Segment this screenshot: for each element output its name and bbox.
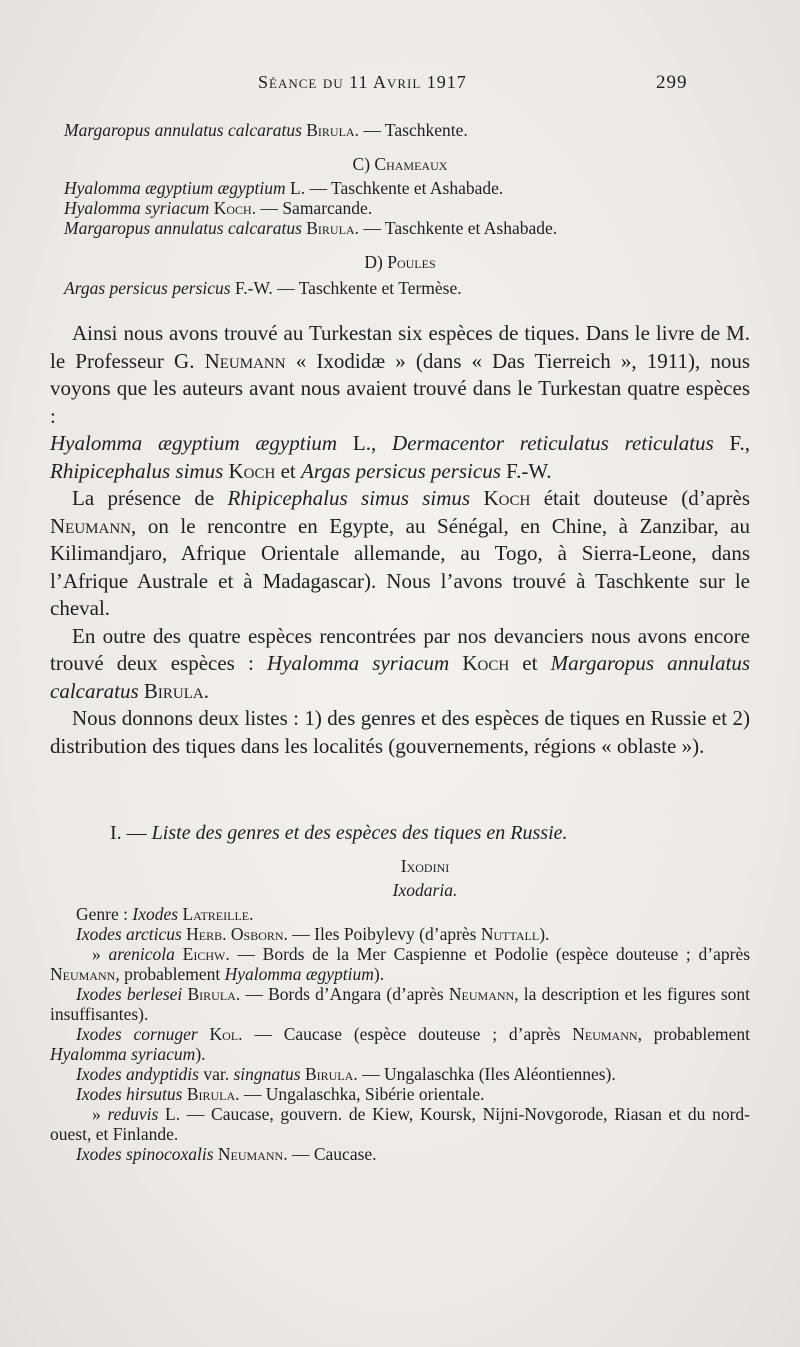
section-title: I. — Liste des genres et des espèces des tiques en Russie. [110, 822, 568, 844]
list-item: Ixodes hirsutus Birula. — Ungalaschka, Sibérie orientale. [76, 1084, 485, 1104]
list-item: Ixodes andyptidis var. singnatus Birula. — Ungalaschka (Iles Aléontiennes). [76, 1064, 616, 1084]
running-head [258, 72, 758, 93]
paragraph-1: Ainsi nous avons trouvé au Turkestan six espèces de tiques. Dans le livre de M. le Professeur G. Neumann « Ixodidæ » (dans « Das Tierreich », 1911), nous voyons que les auteurs avant nous avaient trouvé dans le Turkestan quatre espèces : Hyalomma ægyptium ægyptium L., Dermacentor reticulatus reticulatus F., Rhipicephalus simus Koch et Argas persicus persicus F.-W. [50, 321, 751, 483]
host-list-block [50, 120, 750, 298]
list-item: Hyalomma syriacum Koch. — Samarcande. [64, 198, 373, 218]
tribe-heading: Ixodini Ixodaria. [392, 856, 458, 900]
list-item: Ixodes cornuger Kol. — Caucase (espèce douteuse ; d’après Neumann, probablement Hyalomma syriacum). [50, 1024, 750, 1064]
list-item: Hyalomma ægyptium ægyptium L. — Taschkente et Ashabade. [64, 178, 504, 198]
list-item: Margaropus annulatus calcaratus Birula. — Taschkente et Ashabade. [64, 218, 558, 238]
paragraph-4: Nous donnons deux listes : 1) des genres et des espèces de tiques en Russie et 2) distribution des tiques dans les localités (gouvernements, régions « oblaste »). [50, 706, 750, 758]
running-title: Séance du 11 Avril 1917 [258, 72, 467, 92]
section-heading-c: C) Chameaux [352, 154, 448, 174]
list-item: Argas persicus persicus F.-W. — Taschkente et Termèse. [64, 278, 462, 298]
list-item: Margaropus annulatus calcaratus Birula. — Taschkente. [64, 120, 468, 140]
list-item: Ixodes berlesei Birula. — Bords d’Angara (d’après Neumann, la description et les figures sont insuffisantes). [50, 984, 751, 1024]
list-item: » reduvis L. — Caucase, gouvern. de Kiew, Koursk, Nijni-Novgorode, Riasan et du nord-ouest, et Finlande. [50, 1104, 750, 1144]
body-text [50, 320, 750, 760]
paragraph-2: La présence de Rhipicephalus simus simus Koch était douteuse (d’après Neumann, on le rencontre en Egypte, au Sénégal, en Chine, à Zanzibar, au Kilimandjaro, Afrique Orientale allemande, au Togo, à Sierra-Leone, dans l’Afrique Australe et à Madagascar). Nous l’avons trouvé à Taschkente sur le cheval. [50, 486, 751, 620]
list-item: » arenicola Eichw. — Bords de la Mer Caspienne et Podolie (espèce douteuse ; d’après Neumann, probablement Hyalomma ægyptium). [50, 944, 751, 984]
genre-line: Genre : Ixodes Latreille. [76, 904, 254, 924]
paragraph-3: En outre des quatre espèces rencontrées par nos devanciers nous avons encore trouvé deux espèces : Hyalomma syriacum Koch et Margaropus annulatus calcaratus Birula. [50, 623, 750, 703]
list-item: Ixodes arcticus Herb. Osborn. — Iles Poibylevy (d’après Nuttall). [76, 924, 550, 944]
list-item: Ixodes spinocoxalis Neumann. — Caucase. [76, 1144, 377, 1164]
page-number: 299 [656, 72, 688, 93]
section-heading-d: D) Poules [364, 252, 436, 272]
species-list [50, 904, 750, 1164]
